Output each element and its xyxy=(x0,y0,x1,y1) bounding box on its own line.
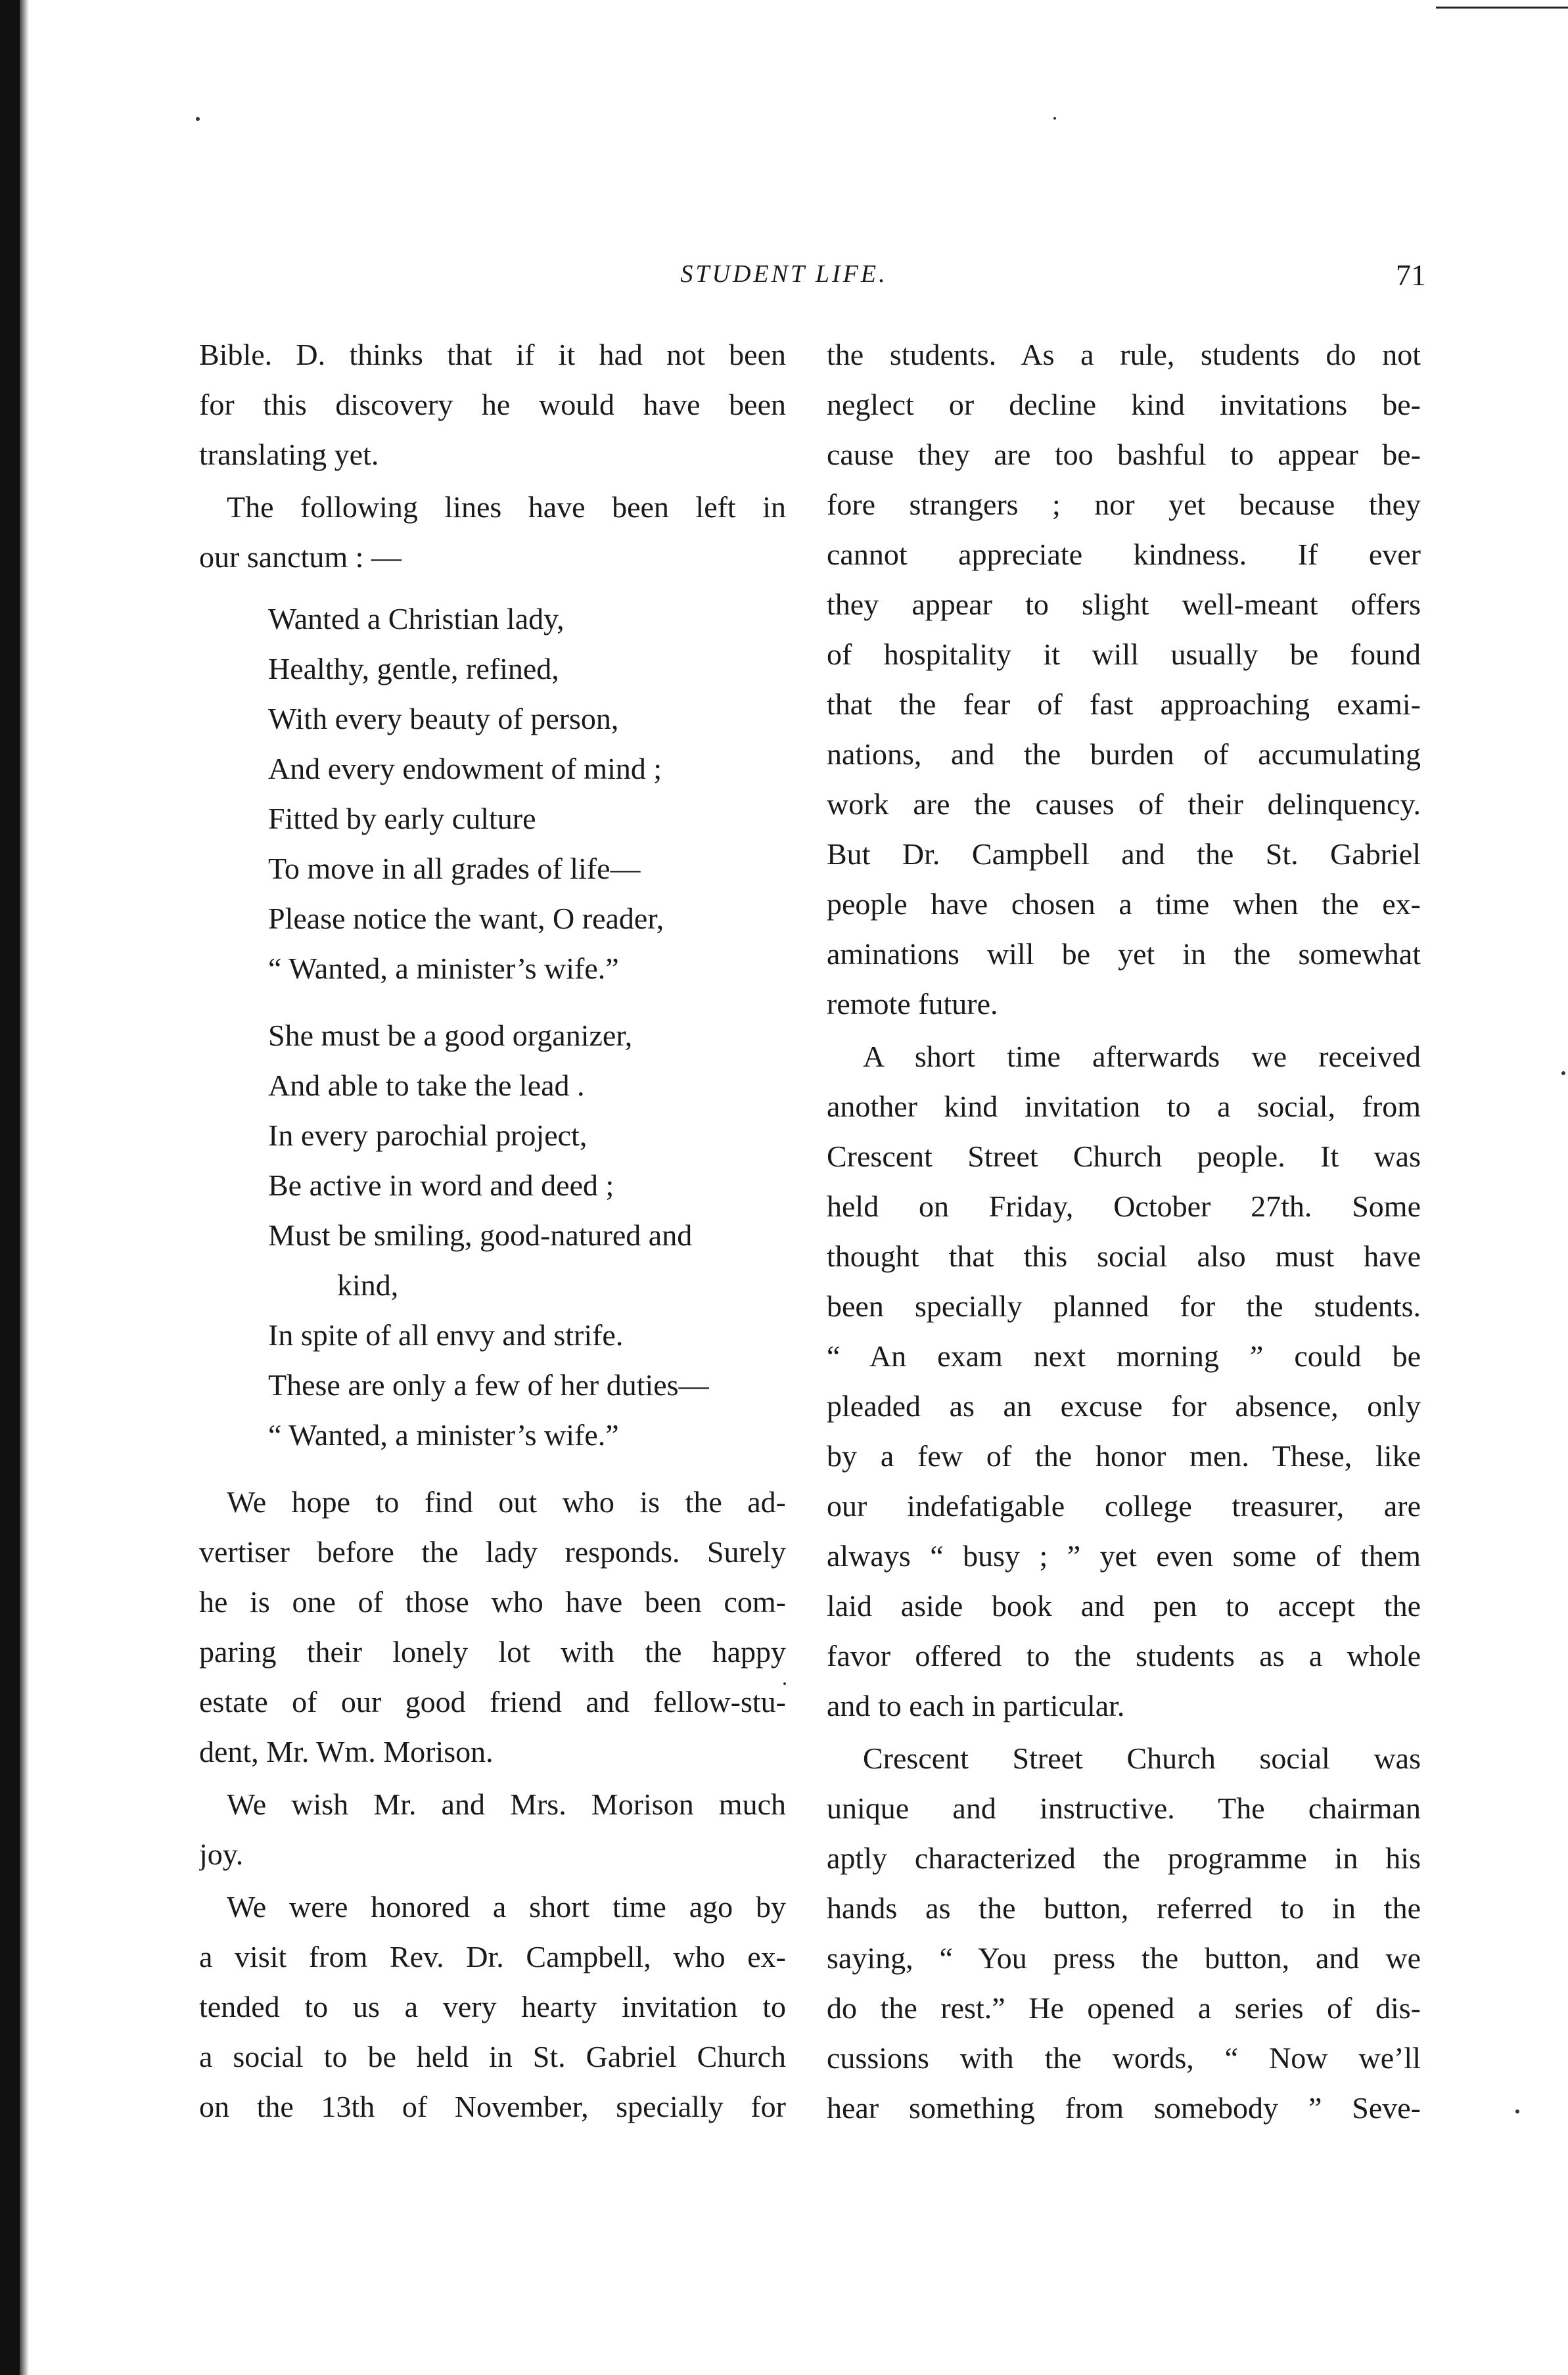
poem-line: Must be smiling, good-natured and xyxy=(268,1218,693,1252)
text-line: cause they are too bashful to appear be- xyxy=(827,438,1421,471)
paragraph xyxy=(199,1780,786,1879)
text-line: saying, “ You press the button, and we xyxy=(827,1941,1421,1975)
book-binding-edge xyxy=(0,0,20,2375)
text-line: fore strangers ; nor yet because they xyxy=(827,488,1421,521)
text-line: remote future. xyxy=(827,987,998,1021)
text-line: “ An exam next morning ” could be xyxy=(827,1339,1421,1373)
text-line: of hospitality it will usually be found xyxy=(827,637,1421,671)
text-line: by a few of the honor men. These, like xyxy=(827,1439,1421,1473)
poem-line: Fitted by early culture xyxy=(268,802,536,835)
text-line: favor offered to the students as a whole xyxy=(827,1639,1421,1672)
scan-speck xyxy=(196,117,200,121)
text-line: on the 13th of November, specially for xyxy=(199,2090,786,2123)
paragraph xyxy=(827,1032,1421,1731)
text-line: our sanctum : — xyxy=(199,540,402,574)
text-line: hear something from somebody ” Seve- xyxy=(827,2091,1421,2125)
text-line: Crescent Street Church people. It was xyxy=(827,1140,1421,1173)
poem-line: To move in all grades of life— xyxy=(268,852,641,885)
text-line: joy. xyxy=(199,1837,244,1871)
text-line: aminations will be yet in the somewhat xyxy=(827,937,1421,971)
paragraph xyxy=(199,1882,786,2132)
poem-line: Please notice the want, O reader, xyxy=(268,902,664,935)
scan-speck xyxy=(1515,2110,1519,2113)
page-number: 71 xyxy=(1396,258,1426,292)
text-line: neglect or decline kind invitations be- xyxy=(827,388,1421,421)
text-line: do the rest.” He opened a series of dis- xyxy=(827,1991,1421,2025)
text-line: We hope to find out who is the ad- xyxy=(227,1485,786,1519)
text-line: paring their lonely lot with the happy xyxy=(199,1635,786,1669)
text-line: been specially planned for the students. xyxy=(827,1289,1421,1323)
text-line: A short time afterwards we received xyxy=(863,1040,1421,1073)
text-line: nations, and the burden of accumulating xyxy=(827,737,1421,771)
text-line: work are the causes of their delinquency. xyxy=(827,787,1421,821)
text-line: tended to us a very hearty invitation to xyxy=(199,1990,786,2023)
text-line: estate of our good friend and fellow-stu- xyxy=(199,1685,786,1718)
paragraph xyxy=(199,1477,786,1777)
page-edge-line xyxy=(1436,7,1568,9)
text-line: laid aside book and pen to accept the xyxy=(827,1589,1421,1623)
paragraph xyxy=(827,330,1421,1029)
text-line: The following lines have been left in xyxy=(227,490,786,524)
paragraph xyxy=(199,482,786,582)
text-line: a social to be held in St. Gabriel Church xyxy=(199,2040,786,2073)
binding-shadow xyxy=(20,0,29,2375)
poem-line: Healthy, gentle, refined, xyxy=(268,652,559,685)
text-line: hands as the button, referred to in the xyxy=(827,1891,1421,1925)
text-line: dent, Mr. Wm. Morison. xyxy=(199,1735,494,1768)
text-line: cussions with the words, “ Now we’ll xyxy=(827,2041,1421,2075)
text-line: he is one of those who have been com- xyxy=(199,1585,786,1619)
text-line: We were honored a short time ago by xyxy=(227,1890,786,1924)
text-line: always “ busy ; ” yet even some of them xyxy=(827,1539,1421,1573)
text-line: that the fear of fast approaching exami- xyxy=(827,687,1421,721)
text-line: and to each in particular. xyxy=(827,1689,1125,1722)
text-line: But Dr. Campbell and the St. Gabriel xyxy=(827,837,1421,871)
text-line: another kind invitation to a social, from xyxy=(827,1090,1421,1123)
text-line: vertiser before the lady responds. Surely xyxy=(199,1535,786,1569)
poem-line: She must be a good organizer, xyxy=(268,1019,633,1052)
paragraph xyxy=(199,330,786,480)
poem-line: “ Wanted, a minister’s wife.” xyxy=(268,952,619,985)
text-line: thought that this social also must have xyxy=(827,1239,1421,1273)
poem-line: Wanted a Christian lady, xyxy=(268,602,565,635)
poem-line: kind, xyxy=(337,1268,399,1302)
poem-line: And every endowment of mind ; xyxy=(268,752,662,785)
running-header: STUDENT LIFE. xyxy=(680,260,888,288)
poem-stanza xyxy=(199,594,786,994)
text-line: for this discovery he would have been xyxy=(199,388,786,421)
poem-line: And able to take the lead . xyxy=(268,1069,585,1102)
text-line: they appear to slight well-meant offers xyxy=(827,588,1421,621)
text-line: aptly characterized the programme in his xyxy=(827,1841,1421,1875)
poem-line: These are only a few of her duties— xyxy=(268,1368,709,1402)
left-column xyxy=(199,330,786,2134)
text-line: translating yet. xyxy=(199,438,379,471)
poem-line: In spite of all envy and strife. xyxy=(268,1318,624,1352)
scan-speck xyxy=(1053,117,1056,120)
text-line: Crescent Street Church social was xyxy=(863,1741,1421,1775)
text-line: cannot appreciate kindness. If ever xyxy=(827,538,1421,571)
scan-speck xyxy=(1561,1071,1565,1075)
paragraph xyxy=(827,1734,1421,2133)
poem-stanza xyxy=(199,1011,786,1460)
text-line: held on Friday, October 27th. Some xyxy=(827,1189,1421,1223)
text-line: pleaded as an excuse for absence, only xyxy=(827,1389,1421,1423)
poem-line: In every parochial project, xyxy=(268,1118,588,1152)
poem-line: “ Wanted, a minister’s wife.” xyxy=(268,1418,619,1452)
text-line: people have chosen a time when the ex- xyxy=(827,887,1421,921)
poem-line: With every beauty of person, xyxy=(268,702,619,735)
text-line: Bible. D. thinks that if it had not been xyxy=(199,338,786,371)
text-line: unique and instructive. The chairman xyxy=(827,1791,1421,1825)
text-line: our indefatigable college treasurer, are xyxy=(827,1489,1421,1523)
text-line: a visit from Rev. Dr. Campbell, who ex- xyxy=(199,1940,786,1973)
text-line: We wish Mr. and Mrs. Morison much xyxy=(227,1787,786,1821)
poem-line: Be active in word and deed ; xyxy=(268,1168,614,1202)
text-line: the students. As a rule, students do not xyxy=(827,338,1421,371)
right-column xyxy=(827,330,1421,2136)
